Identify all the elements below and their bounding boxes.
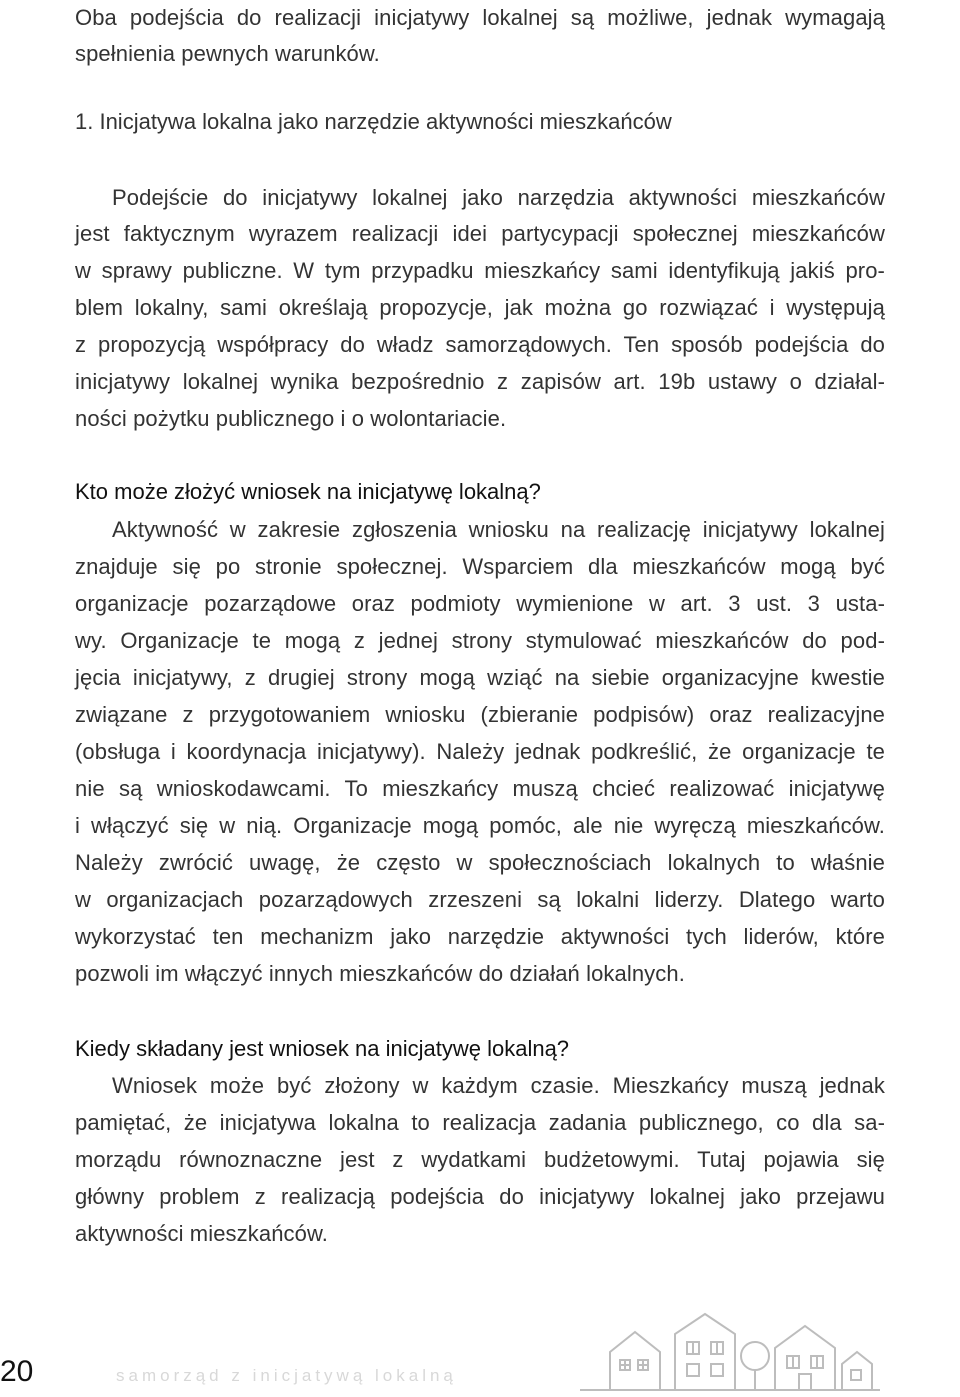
paragraph-line: inicjatywy lokalnej wynika bezpośrednio z zapisów art. 19b ustawy o działal- [75, 369, 885, 394]
paragraph-line: Wniosek może być złożony w każdym czasie. Mieszkańcy muszą jednak [112, 1073, 885, 1098]
paragraph-line: pamiętać, że inicjatywa lokalna to realizacja zadania publicznego, co dla sa- [75, 1110, 885, 1135]
paragraph-line: morządu równoznaczne jest z wydatkami budżetowymi. Tutaj pojawia się [75, 1147, 885, 1172]
houses-icon [580, 1312, 880, 1397]
intro-line: Oba podejścia do realizacji inicjatywy lokalnej są możliwe, jednak wymagają [75, 5, 885, 30]
paragraph-line: jest faktycznym wyrazem realizacji idei partycypacji społecznej mieszkańców [75, 221, 885, 246]
paragraph-line: blem lokalny, sami określają propozycje, jak można go rozwiązać i występują [75, 295, 885, 320]
paragraph-line: w organizacjach pozarządowych zrzeszeni są lokalni liderzy. Dlatego warto [75, 887, 885, 912]
paragraph-line: główny problem z realizacją podejścia do inicjatywy lokalnej jako przejawu [75, 1184, 885, 1209]
paragraph-line: i włączyć się w nią. Organizacje mogą pomóc, ale nie wyręczą mieszkańców. [75, 813, 885, 838]
paragraph-line: Aktywność w zakresie zgłoszenia wniosku na realizację inicjatywy lokalnej [112, 517, 885, 542]
question-heading: Kto może złożyć wniosek na inicjatywę lokalną? [75, 479, 541, 504]
paragraph-line: jęcia inicjatywy, z drugiej strony mogą wziąć na siebie organizacyjne kwestie [75, 665, 885, 690]
paragraph-line: aktywności mieszkańców. [75, 1221, 328, 1246]
paragraph-line: pozwoli im włączyć innych mieszkańców do działań lokalnych. [75, 961, 685, 986]
paragraph-line: związane z przygotowaniem wniosku (zbieranie podpisów) oraz realizacyjne [75, 702, 885, 727]
paragraph-line: wy. Organizacje te mogą z jednej strony stymulować mieszkańców do pod- [75, 628, 885, 653]
paragraph-line: w sprawy publiczne. W tym przypadku mieszkańcy sami identyfikują jakiś pro- [75, 258, 885, 283]
paragraph-line: (obsługa i koordynacja inicjatywy). Należy jednak podkreślić, że organizacje te [75, 739, 885, 764]
paragraph-line: znajduje się po stronie społecznej. Wsparciem dla mieszkańców mogą być [75, 554, 885, 579]
paragraph-line: wykorzystać ten mechanizm jako narzędzie aktywności tych liderów, które [75, 924, 885, 949]
question-heading: Kiedy składany jest wniosek na inicjatywę lokalną? [75, 1036, 570, 1061]
paragraph-line: ności pożytku publicznego i o wolontariacie. [75, 406, 507, 431]
page-number: 20 [0, 1355, 34, 1388]
section-title: 1. Inicjatywa lokalna jako narzędzie aktywności mieszkańców [75, 109, 672, 134]
paragraph-line: Należy zwrócić uwagę, że często w społecznościach lokalnych to właśnie [75, 850, 885, 875]
publication-title: samorząd z inicjatywą lokalną [116, 1366, 457, 1385]
paragraph-line: nie są wnioskodawcami. To mieszkańcy muszą chcieć realizować inicjatywę [75, 776, 885, 801]
intro-line: spełnienia pewnych warunków. [75, 41, 380, 66]
paragraph-line: organizacje pozarządowe oraz podmioty wymienione w art. 3 ust. 3 usta- [75, 591, 885, 616]
paragraph-line: Podejście do inicjatywy lokalnej jako narzędzia aktywności mieszkańców [112, 185, 885, 210]
paragraph-line: z propozycją współpracy do władz samorządowych. Ten sposób podejścia do [75, 332, 885, 357]
